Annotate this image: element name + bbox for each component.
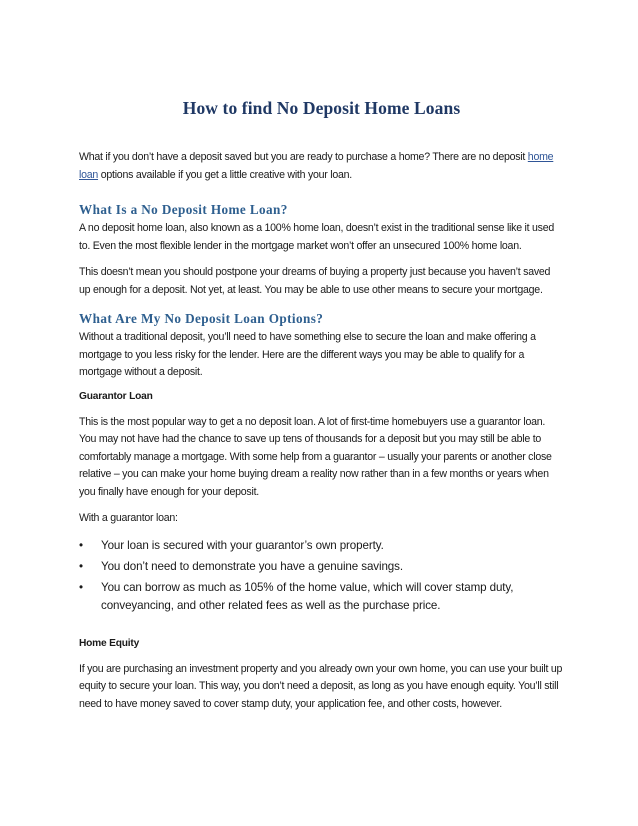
list-item-text: You can borrow as much as 105% of the home value, which will cover stamp duty, conveyancing, and other related fees as well as the purchase price. bbox=[101, 580, 514, 612]
bullet-icon: • bbox=[79, 580, 83, 594]
intro-text-before-link: What if you don’t have a deposit saved but you are ready to purchase a home? There are no deposit bbox=[79, 151, 528, 163]
list-item bbox=[79, 579, 564, 615]
guarantor-list-intro: With a guarantor loan: bbox=[79, 512, 178, 524]
section2-paragraph: Without a traditional deposit, you’ll need to have something else to secure the loan and make offering a mortgage to you less risky for the lender. Here are the different ways you may be able to qualify for a mortgage without a deposit. bbox=[79, 331, 536, 378]
home-loan-link[interactable]: home loan bbox=[79, 151, 554, 181]
bullet-icon: • bbox=[79, 559, 83, 573]
subheading-guarantor-loan: Guarantor Loan bbox=[79, 390, 153, 402]
section1-paragraph-2: This doesn’t mean you should postpone your dreams of buying a property just because you haven’t saved up enough for a deposit. Not yet, at least. You may be able to use other means to secure your mortgage. bbox=[79, 266, 551, 296]
list-item bbox=[79, 537, 564, 555]
guarantor-bullet-list bbox=[79, 537, 564, 615]
section-spacer bbox=[79, 618, 564, 632]
intro-paragraph bbox=[79, 149, 564, 184]
list-item bbox=[79, 558, 564, 576]
subheading-home-equity: Home Equity bbox=[79, 637, 140, 649]
intro-text-after-link: options available if you get a little creative with your loan. bbox=[98, 168, 352, 181]
section1-paragraph-1: A no deposit home loan, also known as a 100% home loan, doesn’t exist in the traditional sense like it used to. Even the most flexible lender in the mortgage market won’t offer an unsecured 100% home loan. bbox=[79, 222, 554, 252]
list-item-text: Your loan is secured with your guarantor’s own property. bbox=[101, 538, 384, 552]
guarantor-paragraph: This is the most popular way to get a no deposit loan. A lot of first-time homebuyers use a guarantor loan. You may not have had the chance to save up tens of thousands for a deposit but you may still be able to comfortably manage a mortgage. With some help from a guarantor – usually your parents or another close relative – you can make your home buying dream a reality now rather than in a few months or years when you finally have enough for your deposit. bbox=[79, 415, 552, 498]
page-title: How to find No Deposit Home Loans bbox=[182, 98, 461, 118]
section-heading-no-deposit-loan: What Is a No Deposit Home Loan? bbox=[79, 202, 288, 217]
bullet-icon: • bbox=[79, 538, 83, 552]
list-item-text: You don’t need to demonstrate you have a genuine savings. bbox=[101, 559, 403, 573]
section-heading-loan-options: What Are My No Deposit Loan Options? bbox=[79, 311, 324, 326]
home-equity-paragraph: If you are purchasing an investment property and you already own your own home, you can use your built up equity to secure your loan. This way, you don’t need a deposit, as long as you have enough equity. You’ll still need to have money saved to cover stamp duty, your application fee, and other costs, however. bbox=[79, 662, 563, 710]
